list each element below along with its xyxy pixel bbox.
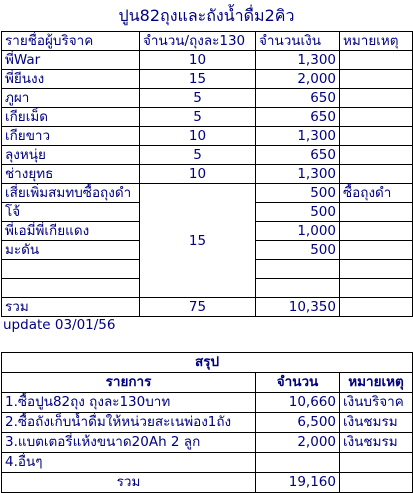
donor-name: พี่War [2, 51, 140, 70]
donor-name: พี่เอมี่พี่เกียแดง [2, 222, 140, 241]
donor-qty: 10 [140, 51, 256, 70]
donor-amount: 650 [256, 146, 340, 165]
donor-note [340, 222, 413, 241]
table-row [2, 89, 413, 108]
donor-note [340, 203, 413, 222]
empty-cell [256, 260, 340, 279]
summary-total-amount: 19,160 [256, 473, 340, 493]
summary-title: สรุป [2, 353, 413, 373]
summary-note: เงินชมรม [340, 413, 413, 433]
col-header-amount: จำนวน [256, 373, 340, 393]
merged-qty: 15 [140, 184, 256, 298]
summary-amount [256, 453, 340, 473]
summary-item: 3.แบตเตอรี่แห้งขนาด20Ah 2 ลูก [2, 433, 256, 453]
donor-note [340, 108, 413, 127]
summary-item: 1.ซื้อปูน82ถุง ถุงละ130บาท [2, 393, 256, 413]
donor-qty: 5 [140, 146, 256, 165]
donor-note [340, 51, 413, 70]
donor-note [340, 127, 413, 146]
donor-name: ลุงหนุ่ย [2, 146, 140, 165]
summary-note [340, 453, 413, 473]
donor-name: เกียเม็ด [2, 108, 140, 127]
donor-name: ช่างยุทธ [2, 165, 140, 184]
donor-amount: 500 [256, 203, 340, 222]
summary-item: 4.อื่นๆ [2, 453, 256, 473]
empty-cell [2, 279, 140, 298]
donor-name: เสี่ยเพิ่มสมทบซื้อถุงดำ [2, 184, 140, 203]
summary-note: เงินชมรม [340, 433, 413, 453]
table-header-row [2, 32, 413, 51]
donor-note [340, 146, 413, 165]
donor-qty: 5 [140, 89, 256, 108]
donor-qty: 10 [140, 127, 256, 146]
col-header-note: หมายเหตุ [340, 32, 413, 51]
table-row [2, 127, 413, 146]
donor-note [340, 241, 413, 260]
col-header-note: หมายเหตุ [340, 373, 413, 393]
summary-total-label: รวม [2, 473, 256, 493]
donor-qty: 5 [140, 108, 256, 127]
summary-amount: 10,660 [256, 393, 340, 413]
donor-name: โจ้ [2, 203, 140, 222]
col-header-qty: จำนวน/ถุงละ130 [140, 32, 256, 51]
table-row [2, 70, 413, 89]
donor-note [340, 165, 413, 184]
donor-table [1, 31, 413, 317]
donor-qty: 15 [140, 70, 256, 89]
empty-cell [256, 279, 340, 298]
total-label: รวม [2, 298, 140, 317]
table-row [2, 433, 413, 453]
table-row [2, 108, 413, 127]
donor-note [340, 70, 413, 89]
summary-item: 2.ซื้อถังเก็บน้ำดื่มให้หน่วยสะเนพ่อง1ถัง [2, 413, 256, 433]
summary-note: เงินบริจาค [340, 393, 413, 413]
update-date: update 03/01/56 [3, 317, 116, 333]
table-row [2, 413, 413, 433]
donor-amount: 1,300 [256, 165, 340, 184]
table-row [2, 146, 413, 165]
table-row [2, 393, 413, 413]
donor-note: ซื้อถุงดำ [340, 184, 413, 203]
col-header-amount: จำนวนเงิน [256, 32, 340, 51]
donor-amount: 650 [256, 108, 340, 127]
total-qty: 75 [140, 298, 256, 317]
donor-amount: 1,300 [256, 127, 340, 146]
summary-total-row [2, 473, 413, 493]
table-row [2, 453, 413, 473]
donor-name: ภูผา [2, 89, 140, 108]
table-row [2, 51, 413, 70]
empty-cell [2, 260, 140, 279]
summary-header-row [2, 373, 413, 393]
summary-total-note [340, 473, 413, 493]
donor-amount: 650 [256, 89, 340, 108]
donor-amount: 500 [256, 184, 340, 203]
table-total-row [2, 298, 413, 317]
donor-amount: 1,000 [256, 222, 340, 241]
summary-amount: 6,500 [256, 413, 340, 433]
table-row [2, 165, 413, 184]
summary-table [1, 352, 413, 493]
total-note [340, 298, 413, 317]
col-header-name: รายชื่อผู้บริจาค [2, 32, 140, 51]
empty-cell [340, 279, 413, 298]
page-title: ปูน82ถุงและถังน้ำดื่ม2คิว [118, 6, 295, 25]
donor-amount: 500 [256, 241, 340, 260]
table-row [2, 184, 413, 203]
total-amount: 10,350 [256, 298, 340, 317]
donor-name: มะดัน [2, 241, 140, 260]
empty-cell [340, 260, 413, 279]
donor-qty: 10 [140, 165, 256, 184]
donor-name: พี่ยีนงง [2, 70, 140, 89]
col-header-item: รายการ [2, 373, 256, 393]
donor-name: เกียขาว [2, 127, 140, 146]
donor-amount: 2,000 [256, 70, 340, 89]
summary-amount: 2,000 [256, 433, 340, 453]
donor-note [340, 89, 413, 108]
summary-title-row [2, 353, 413, 373]
donor-amount: 1,300 [256, 51, 340, 70]
